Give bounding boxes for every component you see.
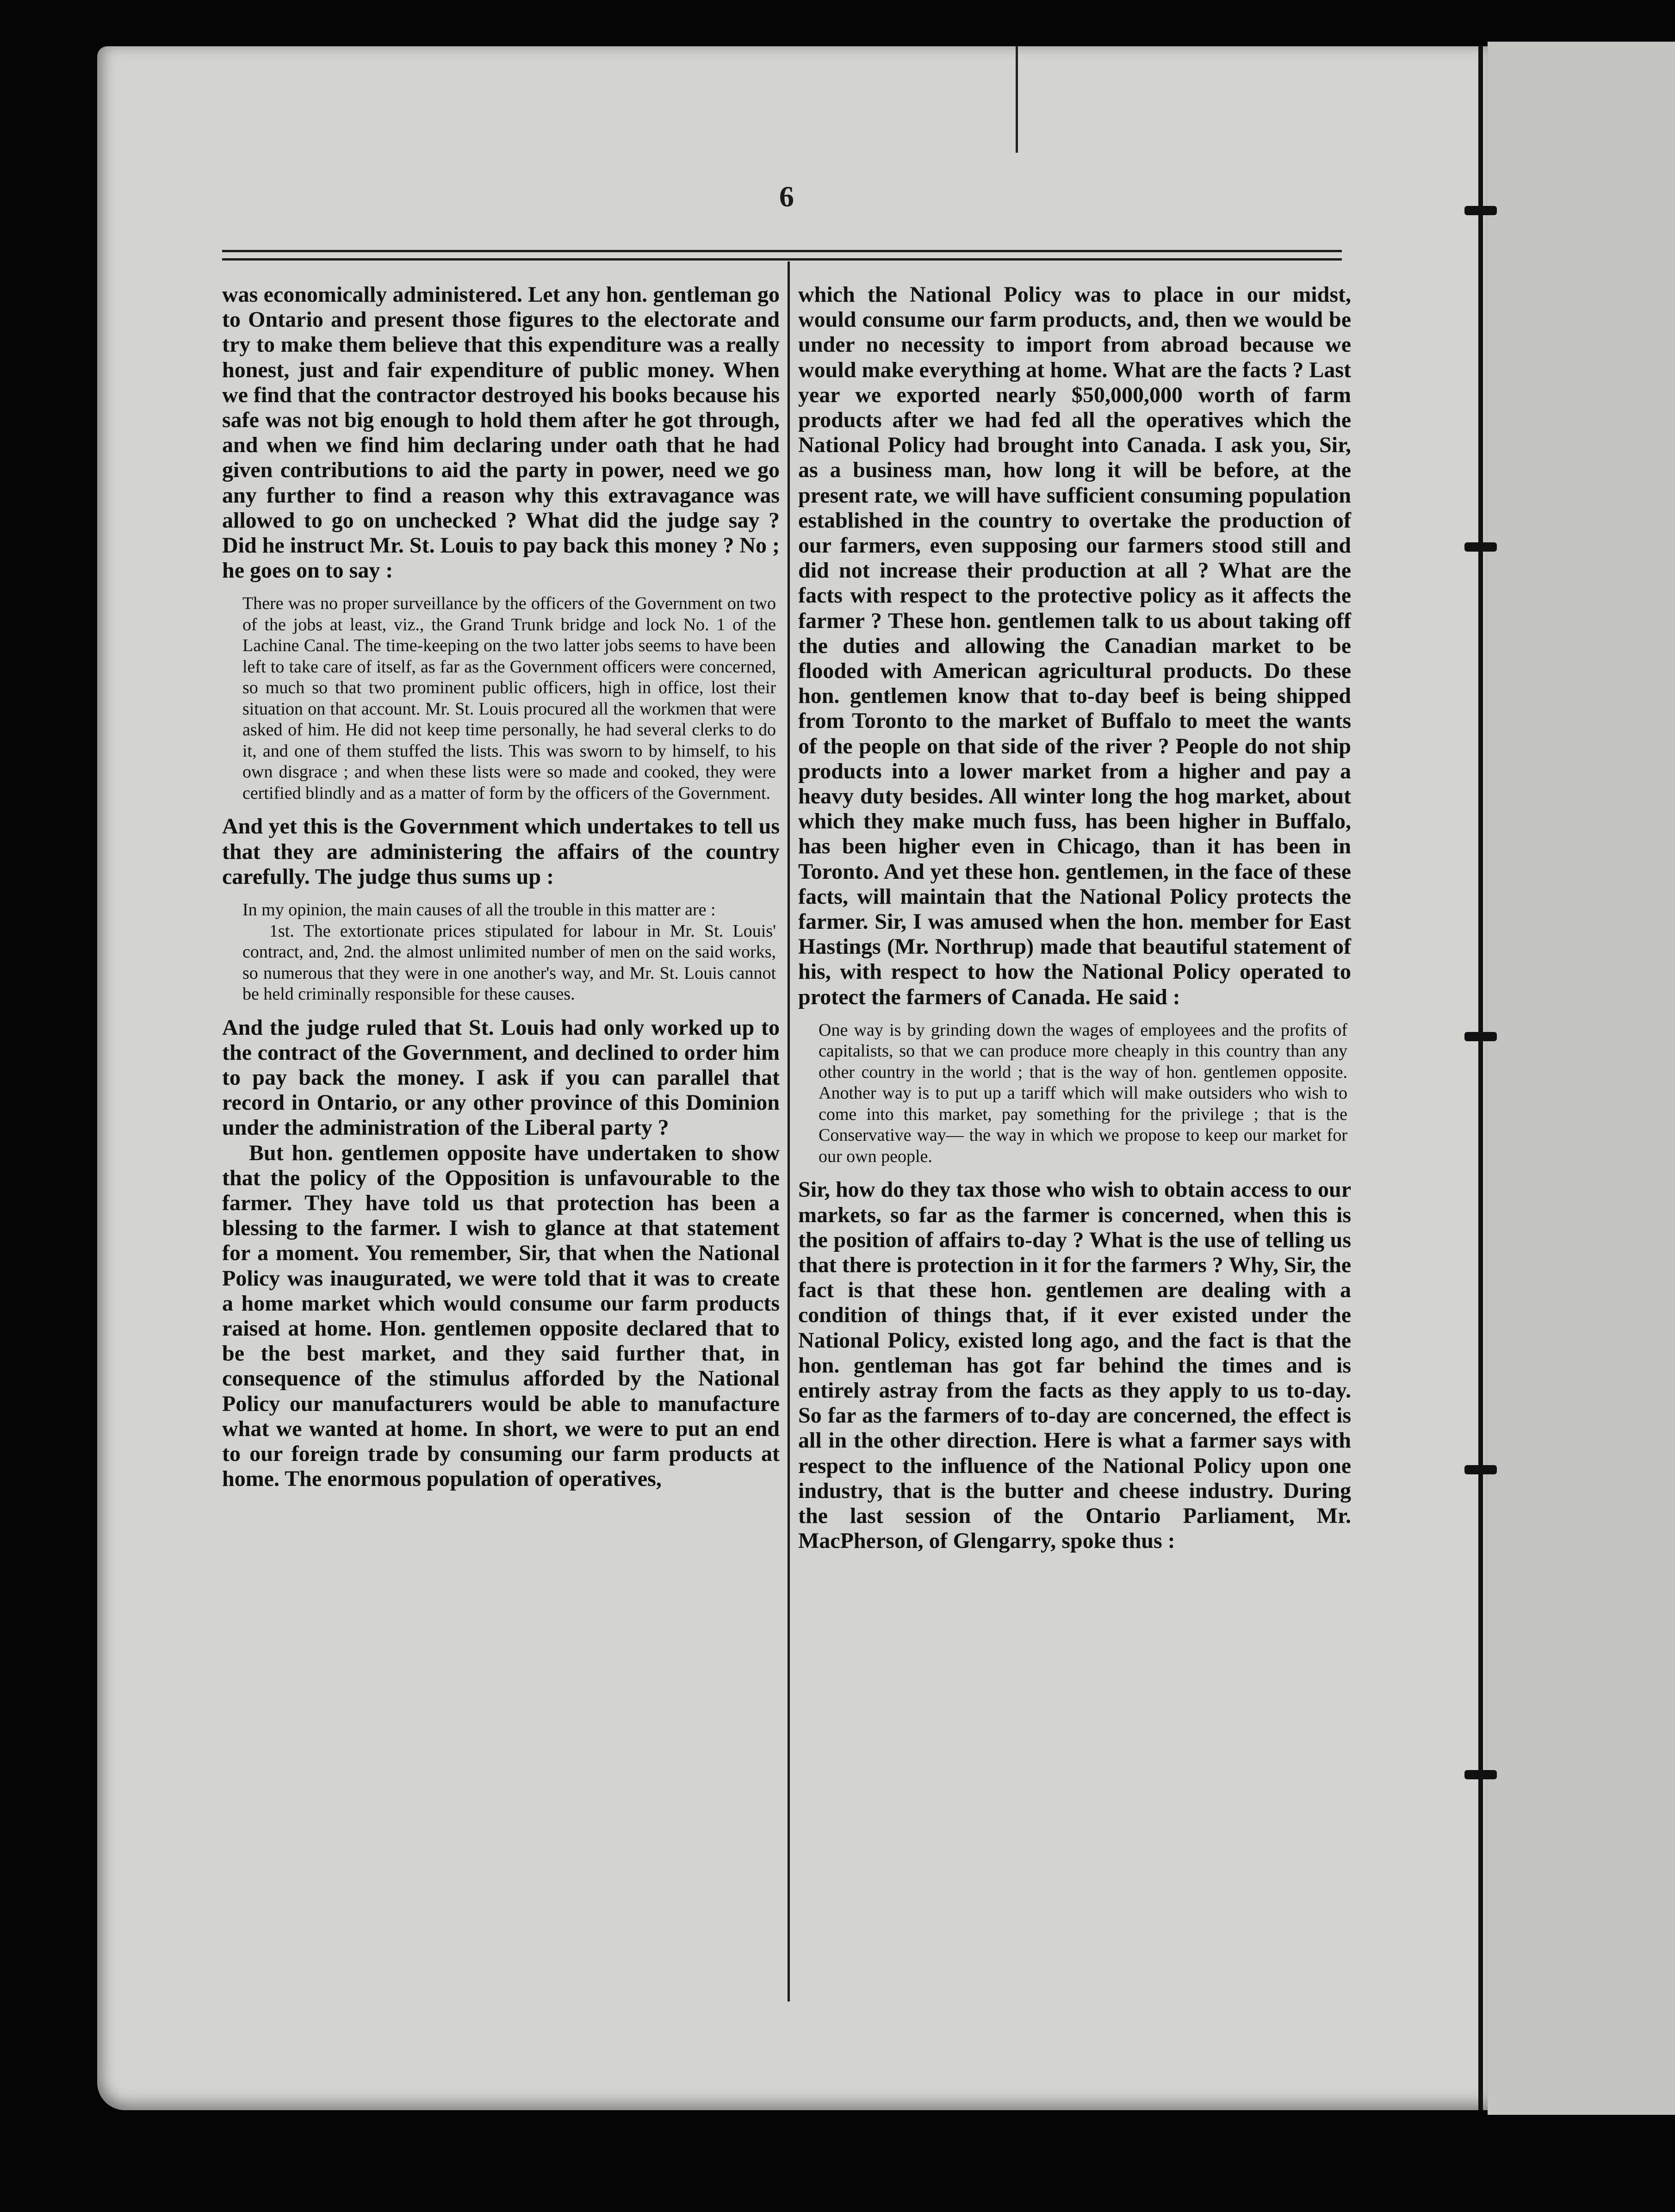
page-number: 6	[779, 180, 794, 213]
binding-spine	[1478, 46, 1483, 2110]
right-column	[798, 282, 1351, 1553]
paragraph: But hon. gentlemen opposite have undertaken to show that the policy of the Opposition is unfavourable to the farmer. They have told us that protection has been a blessing to the farmer. I wish to glance at that statement for a moment. You remember, Sir, that when the National Policy was inaugurated, we were told that it was to create a home market which would consume our farm products raised at home. Hon. gentlemen opposite declared that to be the best market, and they said further that, in consequence of the stimulus afforded by the National Policy our manufacturers would be able to manufacture what we wanted at home. In short, we were to put an end to our foreign trade by consuming our farm products at home. The enormous population of operatives,	[222, 1140, 780, 1491]
column-divider	[788, 261, 790, 2001]
binding-mark	[1464, 206, 1497, 215]
block-quote: One way is by grinding down the wages of employees and the profits of capitalists, so that we can produce more cheaply in this country than any other country in the world ; that is the way of hon. gentlemen opposite. Another way is to put up a tariff which will make outsiders who wish to come into this market, pay something for the privilege ; that is the Conservative way— the way in which we propose to keep our market for our own people.	[819, 1020, 1347, 1166]
header-rule	[222, 250, 1342, 252]
binding-mark	[1464, 542, 1497, 552]
block-quote: 1st. The extortionate prices stipulated for labour in Mr. St. Louis' contract, and, 2nd. the almost unlimited number of men on the said works, so numerous that they were in one another's way, and Mr. St. Louis cannot be held criminally responsible for these causes.	[242, 921, 776, 1004]
binding-mark	[1464, 1032, 1497, 1041]
binding-mark	[1464, 1770, 1497, 1779]
adjacent-page-edge	[1488, 42, 1675, 2115]
paragraph: was economically administered. Let any hon. gentleman go to Ontario and present those figures to the electorate and try to make them believe that this expenditure was a really honest, just and fair expenditure of public money. When we find that the contractor destroyed his books because his safe was not big enough to hold them after he got through, and when we find him declaring under oath that he had given contributions to aid the party in power, need we go any further to find a reason why this extravagance was allowed to go on unchecked ? What did the judge say ? Did he instruct Mr. St. Louis to pay back this money ? No ; he goes on to say :	[222, 282, 780, 583]
header-rule	[222, 258, 1342, 261]
left-column	[222, 282, 780, 1491]
paragraph: And yet this is the Government which undertakes to tell us that they are administering the affairs of the country carefully. The judge thus sums up :	[222, 814, 780, 889]
block-quote: There was no proper surveillance by the officers of the Government on two of the jobs at least, viz., the Grand Trunk bridge and lock No. 1 of the Lachine Canal. The time-keeping on the two latter jobs seems to have been left to take care of itself, as far as the Government officers were concerned, so much so that two prominent public officers, high in office, lost their situation on that account. Mr. St. Louis procured all the workmen that were asked of him. He did not keep time personally, he had several clerks to do it, and one of them stuffed the lists. This was sworn to by himself, to his own disgrace ; and when these lists were so made and cooked, they were certified blindly and as a matter of form by the officers of the Government.	[242, 594, 776, 803]
block-quote: In my opinion, the main causes of all the trouble in this matter are :	[242, 900, 716, 920]
paragraph: Sir, how do they tax those who wish to obtain access to our markets, so far as the farmer is concerned, when this is the position of affairs to-day ? What is the use of telling us that there is protection in it for the farmers ? Why, Sir, the fact is that these hon. gentlemen are dealing with a condition of things that, if it ever existed under the National Policy, existed long ago, and the fact is that the hon. gentleman has got far behind the times and is entirely astray from the facts as they apply to us to-day. So far as the farmers of to-day are concerned, the effect is all in the other direction. Here is what a farmer says with respect to the influence of the National Policy upon one industry, that is the butter and cheese industry. During the last session of the Ontario Parliament, Mr. MacPherson, of Glengarry, spoke thus :	[798, 1177, 1351, 1553]
binding-mark	[1464, 1465, 1497, 1474]
fold-crease	[1016, 46, 1018, 153]
paragraph: which the National Policy was to place in our midst, would consume our farm products, and, then we would be under no necessity to import from abroad because we would make everything at home. What are the facts ? Last year we exported nearly $50,000,000 worth of farm products after we had fed all the operatives which the National Policy had brought into Canada. I ask you, Sir, as a business man, how long it will be before, at the present rate, we will have sufficient consuming population established in the country to overtake the production of our farmers, even supposing our farmers stood still and did not increase their production at all ? What are the facts with respect to the protective policy as it affects the farmer ? These hon. gentlemen talk to us about taking off the duties and allowing the Canadian market to be flooded with American agricultural products. Do these hon. gentlemen know that to-day beef is being shipped from Toronto to the market of Buffalo to meet the wants of the people on that side of the river ? People do not ship products into a lower market from a higher and pay a heavy duty besides. All winter long the hog market, about which they make much fuss, has been higher in Buffalo, has been higher even in Chicago, than it has been in Toronto. And yet these hon. gentlemen, in the face of these facts, will maintain that the National Policy protects the farmer. Sir, I was amused when the hon. member for East Hastings (Mr. Northrup) made that beautiful statement of his, with respect to how the National Policy operated to protect the farmers of Canada. He said :	[798, 282, 1351, 1009]
paragraph: And the judge ruled that St. Louis had only worked up to the contract of the Government, and declined to order him to pay back the money. I ask if you can parallel that record in Ontario, or any other province of this Dominion under the administration of the Liberal party ?	[222, 1015, 780, 1140]
